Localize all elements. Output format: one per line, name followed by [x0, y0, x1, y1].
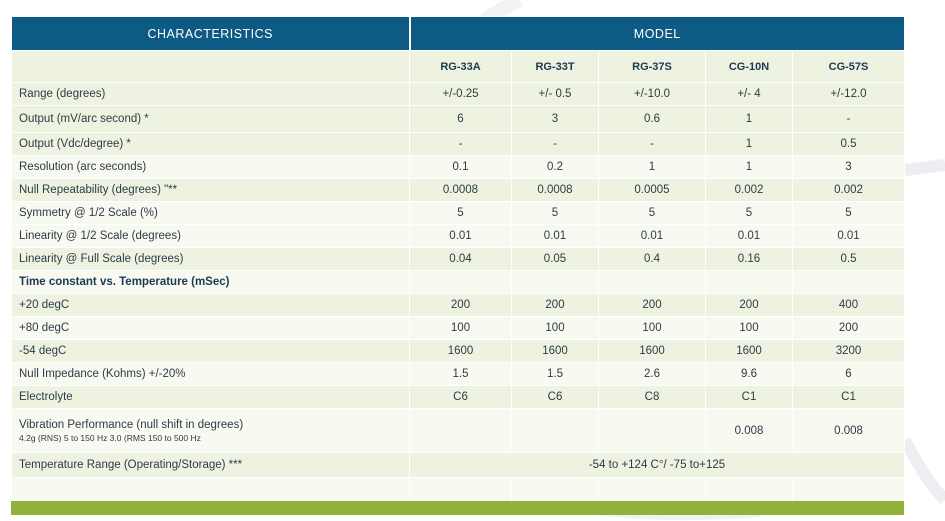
cell-value: - — [793, 106, 905, 133]
row-label: Null Impedance (Kohms) +/-20% — [12, 363, 410, 386]
cell-value: C1 — [793, 386, 905, 409]
model-name: RG-33A — [410, 51, 512, 83]
cell-value: 0.0008 — [512, 179, 599, 202]
cell-value: C1 — [706, 386, 793, 409]
cell-value: 200 — [410, 294, 512, 317]
cell-value: 3200 — [793, 340, 905, 363]
temperature-range-value: -54 to +124 C°/ -75 to+125 — [410, 453, 905, 478]
cell-value: 1.5 — [410, 363, 512, 386]
model-name: CG-10N — [706, 51, 793, 83]
table-row — [12, 106, 905, 133]
cell-value: 0.05 — [512, 248, 599, 271]
cell-value: 0.2 — [512, 156, 599, 179]
spec-table-container — [11, 16, 904, 505]
cell-value: 100 — [410, 317, 512, 340]
cell-value: 1600 — [512, 340, 599, 363]
row-label: +20 degC — [12, 294, 410, 317]
row-label: +80 degC — [12, 317, 410, 340]
cell-value: +/- 0.5 — [512, 83, 599, 106]
cell-value: 200 — [793, 317, 905, 340]
cell-value: 0.16 — [706, 248, 793, 271]
cell-value: 0.01 — [706, 225, 793, 248]
vibration-label-cell — [12, 409, 410, 453]
vibration-row — [12, 409, 905, 453]
cell-value: 0.0008 — [410, 179, 512, 202]
cell-value: 0.0005 — [599, 179, 706, 202]
cell-value: 0.01 — [410, 225, 512, 248]
cell-value: 0.5 — [793, 133, 905, 156]
model-names-row — [12, 51, 905, 83]
cell-value: 200 — [512, 294, 599, 317]
cell-value: 5 — [706, 202, 793, 225]
cell-value: 3 — [512, 106, 599, 133]
cell-value: 100 — [706, 317, 793, 340]
cell-value: C6 — [512, 386, 599, 409]
section-title: Time constant vs. Temperature (mSec) — [12, 271, 410, 294]
cell-value: 0.008 — [793, 409, 905, 453]
cell-value: 0.008 — [706, 409, 793, 453]
cell-value: 0.002 — [706, 179, 793, 202]
cell-value: 5 — [410, 202, 512, 225]
cell-value — [410, 409, 512, 453]
cell-value: 6 — [793, 363, 905, 386]
model-name: RG-37S — [599, 51, 706, 83]
table-row — [12, 202, 905, 225]
spec-table — [11, 16, 905, 505]
cell-value: 2.6 — [599, 363, 706, 386]
cell-value: 0.1 — [410, 156, 512, 179]
cell-value — [512, 409, 599, 453]
table-row — [12, 179, 905, 202]
cell-value: 5 — [793, 202, 905, 225]
cell-value: 0.04 — [410, 248, 512, 271]
cell-value: 100 — [599, 317, 706, 340]
row-label: -54 degC — [12, 340, 410, 363]
temperature-range-row — [12, 453, 905, 478]
empty-cell — [706, 271, 793, 294]
table-row — [12, 294, 905, 317]
row-label: Symmetry @ 1/2 Scale (%) — [12, 202, 410, 225]
row-label: Null Repeatability (degrees) "** — [12, 179, 410, 202]
cell-value: 1 — [706, 156, 793, 179]
table-row — [12, 133, 905, 156]
table-row — [12, 248, 905, 271]
cell-value: 100 — [512, 317, 599, 340]
cell-value: C8 — [599, 386, 706, 409]
table-row — [12, 386, 905, 409]
section-row — [12, 271, 905, 294]
row-label: Output (Vdc/degree) * — [12, 133, 410, 156]
cell-value: 200 — [706, 294, 793, 317]
cell-value: +/-12.0 — [793, 83, 905, 106]
cell-value: +/-0.25 — [410, 83, 512, 106]
cell-value: 1600 — [410, 340, 512, 363]
cell-value: 1600 — [599, 340, 706, 363]
cell-value: - — [599, 133, 706, 156]
empty-cell — [793, 271, 905, 294]
empty-cell — [599, 271, 706, 294]
cell-value: 3 — [793, 156, 905, 179]
model-header: MODEL — [410, 17, 905, 51]
characteristics-header: CHARACTERISTICS — [12, 17, 410, 51]
cell-value: 0.01 — [512, 225, 599, 248]
cell-value: 0.4 — [599, 248, 706, 271]
table-row — [12, 83, 905, 106]
cell-value — [599, 409, 706, 453]
header-row — [12, 17, 905, 51]
cell-value: 0.002 — [793, 179, 905, 202]
cell-value: 1 — [706, 133, 793, 156]
vibration-sublabel: 4.2g (RNS) 5 to 150 Hz 3.0 (RMS 150 to 500 Hz — [19, 432, 201, 443]
cell-value: 6 — [410, 106, 512, 133]
table-row — [12, 317, 905, 340]
model-name: RG-33T — [512, 51, 599, 83]
row-label: Electrolyte — [12, 386, 410, 409]
cell-value: 1600 — [706, 340, 793, 363]
row-label: Range (degrees) — [12, 83, 410, 106]
cell-value: 1 — [706, 106, 793, 133]
cell-value: 200 — [599, 294, 706, 317]
table-row — [12, 363, 905, 386]
table-row — [12, 225, 905, 248]
cell-value: +/- 4 — [706, 83, 793, 106]
footer-bar — [11, 501, 904, 515]
row-label: Linearity @ Full Scale (degrees) — [12, 248, 410, 271]
row-label: Output (mV/arc second) * — [12, 106, 410, 133]
row-label: Temperature Range (Operating/Storage) *** — [12, 453, 410, 478]
model-name: CG-57S — [793, 51, 905, 83]
cell-value: 9.6 — [706, 363, 793, 386]
empty-cell — [512, 271, 599, 294]
empty-cell — [410, 271, 512, 294]
cell-value: 5 — [512, 202, 599, 225]
cell-value: 0.01 — [793, 225, 905, 248]
table-row — [12, 156, 905, 179]
cell-value: C6 — [410, 386, 512, 409]
cell-value: 0.6 — [599, 106, 706, 133]
cell-value: 1.5 — [512, 363, 599, 386]
table-row — [12, 340, 905, 363]
vibration-label: Vibration Performance (null shift in degrees) — [19, 418, 244, 431]
cell-value: 5 — [599, 202, 706, 225]
cell-value: 1 — [599, 156, 706, 179]
row-label: Linearity @ 1/2 Scale (degrees) — [12, 225, 410, 248]
cell-value: 0.01 — [599, 225, 706, 248]
empty-cell — [12, 51, 410, 83]
cell-value: 0.5 — [793, 248, 905, 271]
cell-value: - — [410, 133, 512, 156]
cell-value: +/-10.0 — [599, 83, 706, 106]
row-label: Resolution (arc seconds) — [12, 156, 410, 179]
cell-value: - — [512, 133, 599, 156]
cell-value: 400 — [793, 294, 905, 317]
